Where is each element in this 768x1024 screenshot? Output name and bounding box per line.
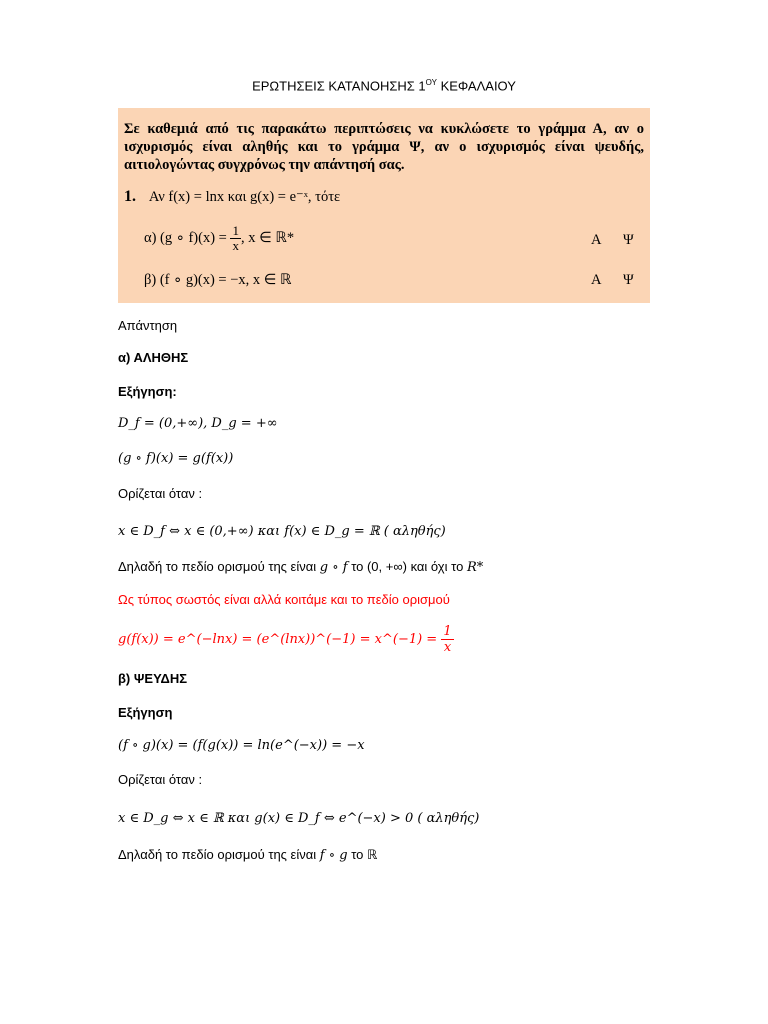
question-box (118, 108, 650, 303)
answer-b-domain-sentence (118, 847, 377, 863)
statement-a-fraction (230, 224, 241, 253)
statement-a (144, 224, 294, 253)
answer-a-condition: x ∈ D_f ⇔ x ∈ (0,+∞) και f(x) ∈ D_g = ℝ ( αληθής) (118, 524, 446, 539)
answer-b-condition: x ∈ D_g ⇔ x ∈ ℝ και g(x) ∈ D_f ⇔ e^(−x) > 0 ( αληθής) (118, 811, 480, 826)
answer-a-explanation-heading: Εξήγηση: (118, 384, 177, 399)
domain-text-start: Δηλαδή το πεδίο ορισμού της είναι (118, 559, 317, 574)
domain-text-end: το ℝ (351, 847, 378, 862)
fraction-numerator: 1 (232, 223, 239, 238)
red-formula-text: g(f(x)) = e^(−lnx) = (e^(lnx))^(−1) = x^(−1) = (118, 632, 438, 647)
domain-math: g ∘ f (319, 560, 348, 575)
question-1 (124, 188, 340, 206)
domain-text-middle: το (0, +∞) και όχι το (351, 559, 464, 574)
option-true-b[interactable]: Α (591, 272, 602, 288)
page-title (0, 78, 768, 93)
answer-b-defined-when: Ορίζεται όταν : (118, 772, 203, 787)
title-main: ΕΡΩΤΗΣΕΙΣ ΚΑΤΑΝΟΗΣΗΣ 1 (252, 78, 426, 94)
question-number: 1. (124, 188, 136, 205)
title-superscript: ΟΥ (425, 78, 437, 87)
option-false-b[interactable]: Ψ (623, 272, 634, 288)
answer-heading: Απάντηση (118, 318, 178, 333)
answer-a-defined-when: Ορίζεται όταν : (118, 486, 203, 501)
answer-b-verdict: β) ΨΕΥΔΗΣ (118, 671, 188, 686)
answer-b-explanation-heading: Εξήγηση (118, 705, 173, 720)
answer-a-red-formula (118, 624, 454, 655)
option-true-a[interactable]: Α (591, 232, 602, 248)
domain-math-r-star: R* (466, 560, 484, 575)
fraction-denominator: x (232, 238, 239, 253)
statement-a-suffix: , x ∈ ℝ* (240, 229, 295, 246)
answer-a-domain-sentence (118, 559, 483, 575)
question-text: Αν f(x) = lnx και g(x) = e⁻ˣ, τότε (148, 189, 341, 205)
answer-a-composition: (g ∘ f)(x) = g(f(x)) (118, 451, 234, 466)
question-prompt: Σε καθεμιά από τις παρακάτω περιπτώσεις να κυκλώσετε το γράμμα Α, αν ο ισχυρισμός είναι αληθής και το γράμμα Ψ, αν ο ισχυρισμός είναι ψευδής, αιτιολογώντας συγχρόνως την απάντησή σας. (124, 121, 644, 173)
domain-text-start: Δηλαδή το πεδίο ορισμού της είναι (118, 847, 317, 862)
statement-a-prefix: α) (g ∘ f)(x) = (144, 229, 227, 246)
red-fraction-denominator: x (443, 640, 452, 655)
answer-a-red-note: Ως τύπος σωστός είναι αλλά κοιτάμε και το πεδίο ορισμού (118, 592, 450, 607)
answer-b-composition: (f ∘ g)(x) = (f(g(x)) = ln(e^(−x)) = −x (118, 738, 365, 753)
answer-a-domains: D_f = (0,+∞), D_g = +∞ (118, 416, 278, 431)
red-formula-fraction (441, 624, 453, 655)
domain-math: f ∘ g (319, 848, 348, 863)
option-false-a[interactable]: Ψ (623, 232, 634, 248)
statement-b: β) (f ∘ g)(x) = −x, x ∈ ℝ (144, 272, 292, 288)
red-fraction-numerator: 1 (443, 624, 452, 639)
title-rest: ΚΕΦΑΛΑΙΟΥ (440, 78, 516, 94)
answer-a-verdict: α) ΑΛΗΘΗΣ (118, 350, 189, 365)
